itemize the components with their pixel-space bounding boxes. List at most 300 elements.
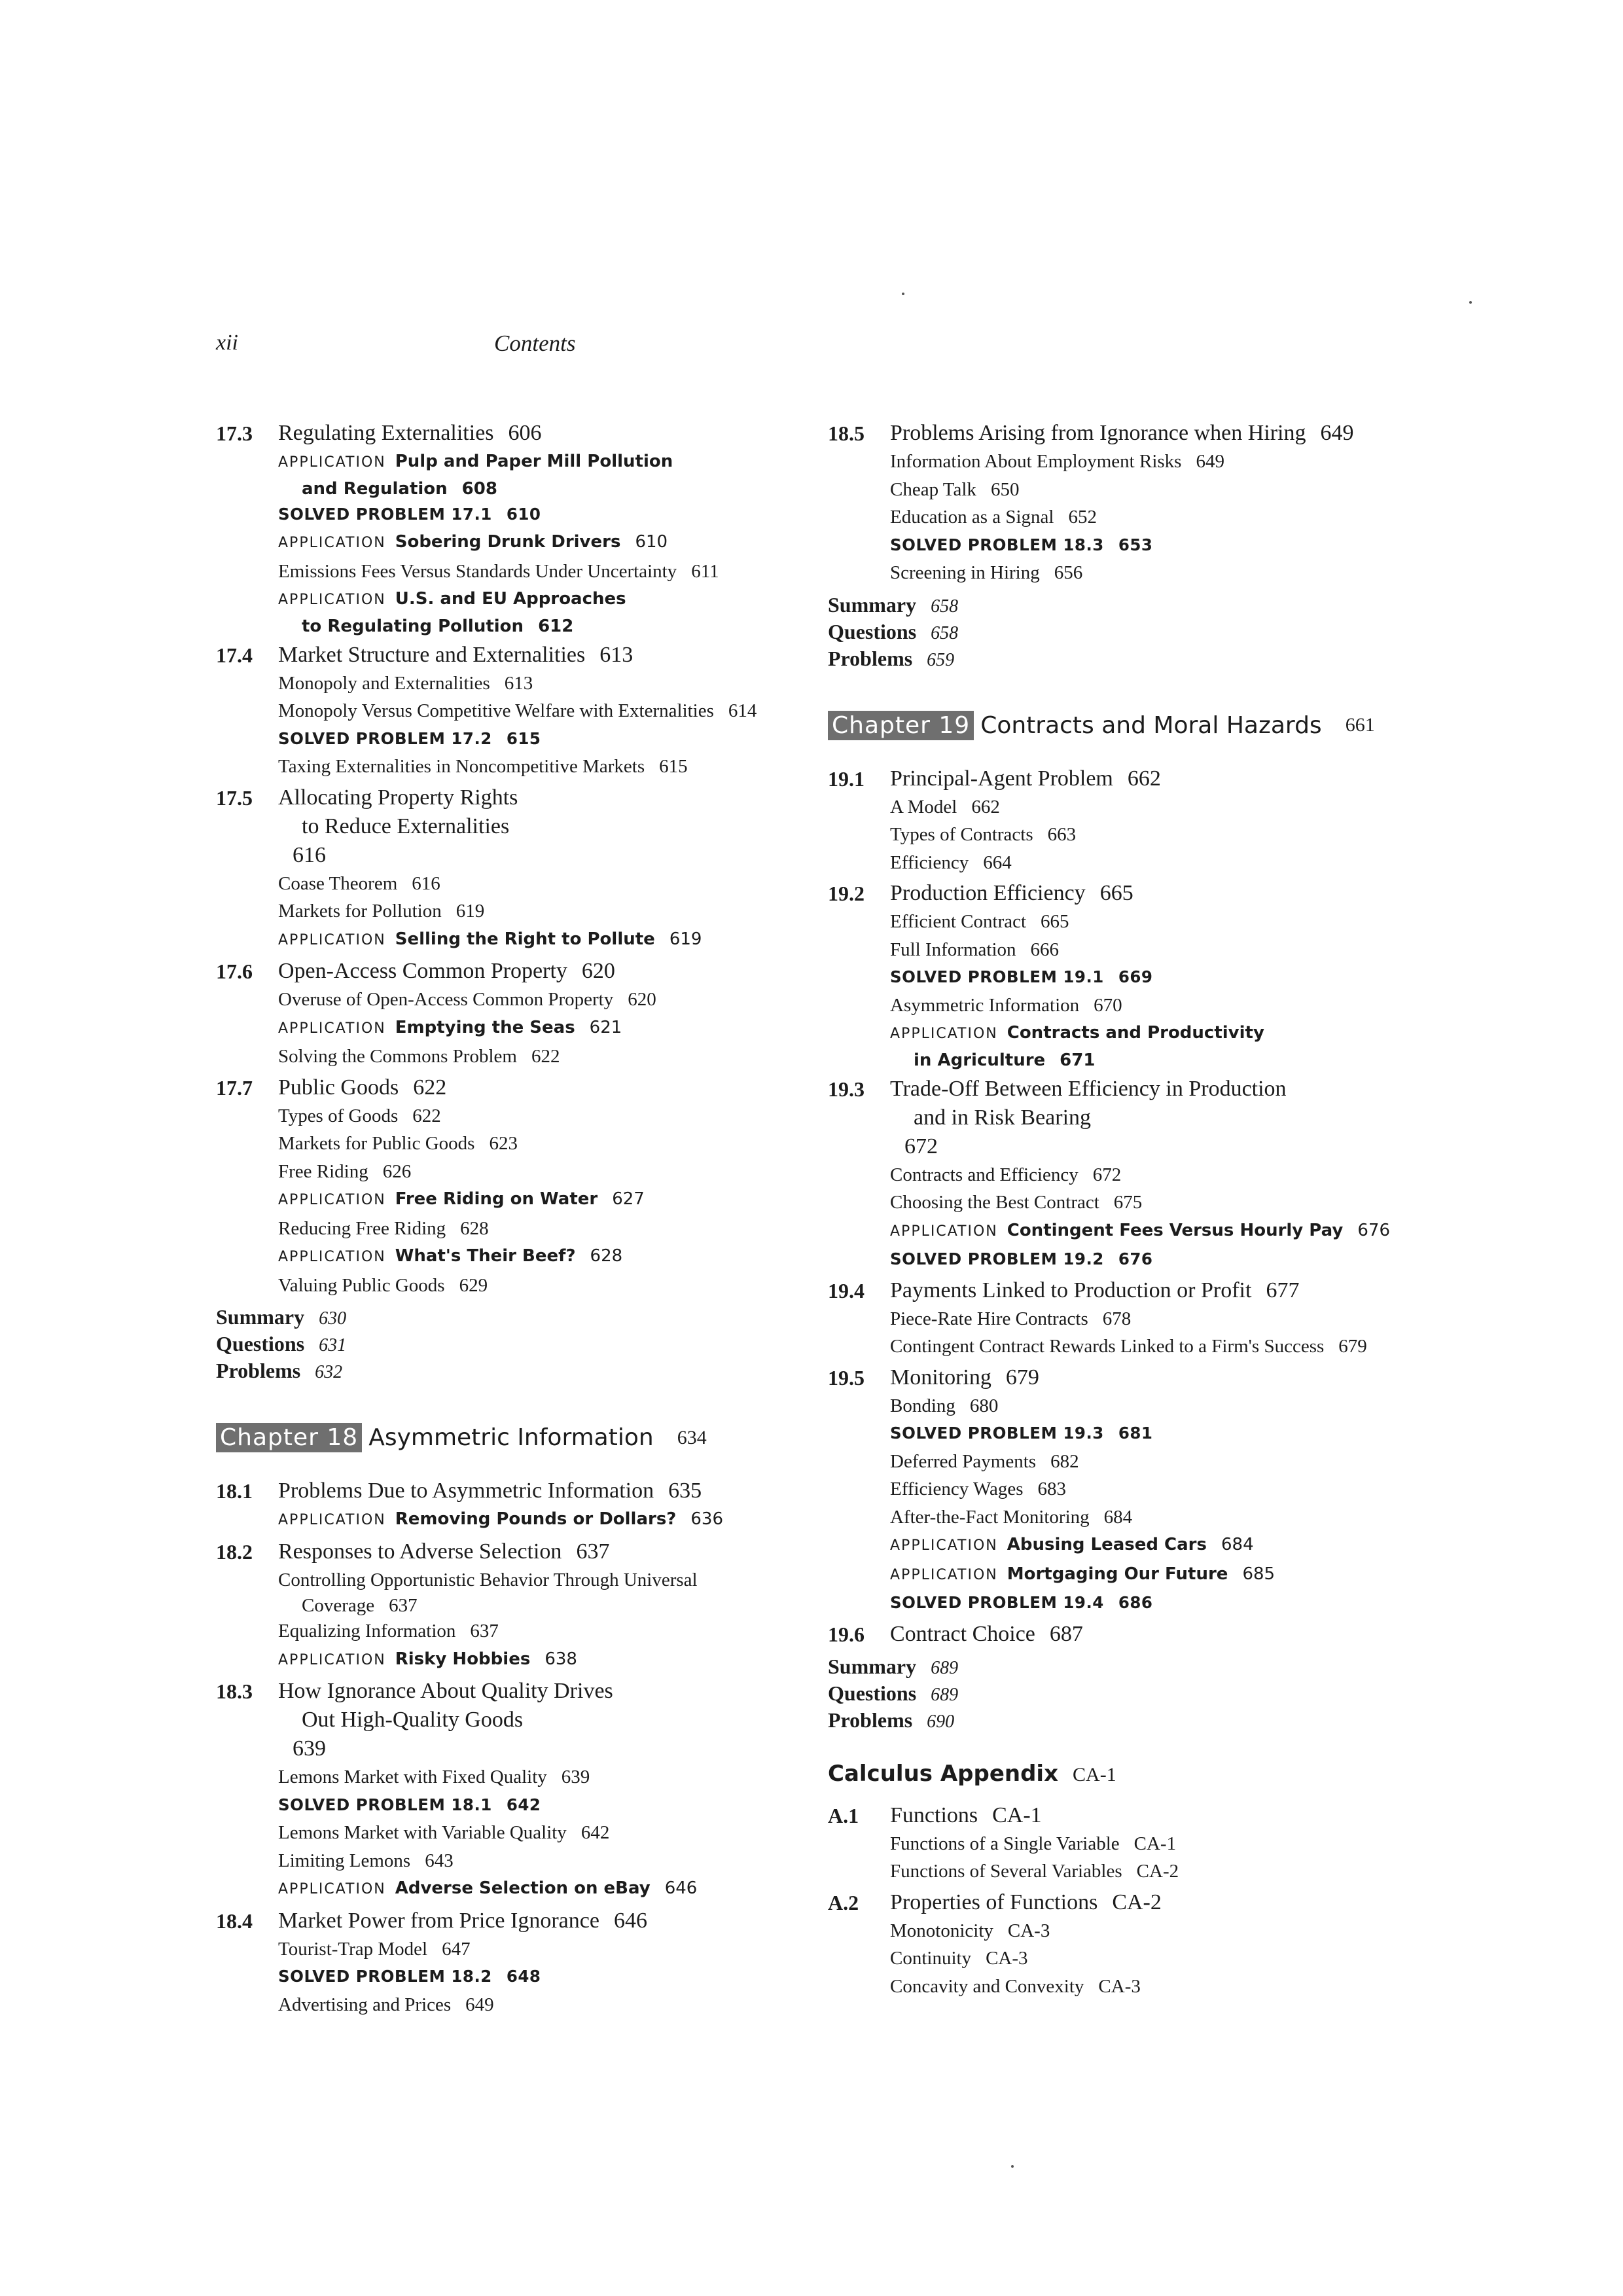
solved-problem-label: SOLVED PROBLEM 17.2: [278, 728, 492, 748]
section-title: [278, 419, 805, 448]
subsection-entry[interactable]: [278, 897, 805, 925]
subsection-title: Lemons Market with Variable Quality: [278, 1822, 567, 1843]
section-heading[interactable]: [828, 879, 1430, 908]
subsection-title: Limiting Lemons: [278, 1850, 411, 1871]
subsection-list: [278, 670, 805, 781]
page-number: 639: [293, 1736, 326, 1761]
section-title-line: How Ignorance About Quality Drives: [278, 1679, 613, 1703]
subsection-entry[interactable]: [890, 908, 1430, 936]
subsection-title: Coase Theorem: [278, 872, 398, 894]
page-number: 687: [1049, 1621, 1083, 1646]
subsection-title: Lemons Market with Fixed Quality: [278, 1767, 547, 1787]
subsection-entry[interactable]: [890, 1333, 1430, 1361]
end-matter-entry[interactable]: [828, 592, 1430, 619]
page-number: 634: [677, 1426, 707, 1448]
end-matter-entry[interactable]: [828, 619, 1430, 646]
application-label: APPLICATION: [278, 931, 386, 948]
chapter-label: Chapter 18: [216, 1423, 362, 1452]
solved-problem-entry[interactable]: [890, 531, 1430, 560]
page-number: 683: [1037, 1479, 1067, 1499]
section-title-line: Allocating Property Rights: [278, 785, 518, 810]
page-number: 620: [628, 989, 656, 1010]
section-title-line: Open-Access Common Property: [278, 959, 567, 983]
subsection-entry[interactable]: [890, 448, 1430, 476]
page-number: 652: [1068, 507, 1097, 528]
subsection-entry[interactable]: [278, 1043, 805, 1071]
subsection-entry[interactable]: [890, 1448, 1430, 1476]
page-number: 622: [413, 1075, 447, 1100]
solved-problem-label: SOLVED PROBLEM 19.1: [890, 967, 1104, 986]
appendix-heading[interactable]: [828, 1761, 1430, 1787]
subsection-entry[interactable]: [278, 1566, 805, 1618]
section-heading[interactable]: [216, 783, 805, 870]
application-entry[interactable]: [278, 528, 805, 558]
subsection-entry[interactable]: [890, 992, 1430, 1020]
page-number: CA-1: [1073, 1763, 1116, 1785]
section-number: A.1: [828, 1803, 859, 1827]
page-number: 616: [293, 842, 326, 867]
subsection-entry[interactable]: [890, 849, 1430, 877]
page-number: 649: [1320, 421, 1354, 445]
subsection-list: [890, 793, 1430, 877]
page-number: 666: [1030, 939, 1060, 960]
page-number: 656: [1054, 562, 1083, 583]
application-title: U.S. and EU Approaches: [395, 589, 626, 609]
subsection-entry[interactable]: [278, 1272, 805, 1300]
page-number: 672: [904, 1134, 938, 1158]
subsection-entry[interactable]: [278, 558, 805, 586]
section-title-line: Trade-Off Between Efficiency in Production: [890, 1076, 1287, 1101]
section-title-line: Responses to Adverse Selection: [278, 1539, 562, 1564]
subsection-entry[interactable]: [890, 1503, 1430, 1532]
subsection-title: Reducing Free Riding: [278, 1217, 446, 1239]
subsection-title: Deferred Payments: [890, 1450, 1037, 1472]
page-number: 665: [1099, 881, 1133, 905]
toc-section: [828, 879, 1430, 1072]
appendix-title: Calculus Appendix: [828, 1760, 1059, 1787]
subsection-title: Education as a Signal: [890, 507, 1054, 528]
application-entry[interactable]: [890, 1531, 1430, 1560]
toc-left-column: [216, 419, 805, 2021]
application-title: Emptying the Seas: [395, 1017, 575, 1037]
subsection-entry[interactable]: [890, 503, 1430, 531]
subsection-list: [278, 986, 805, 1071]
subsection-list: [278, 1935, 805, 2019]
page-number: 669: [1118, 967, 1153, 986]
subsection-title: Efficiency: [890, 852, 969, 873]
section-title-line: Regulating Externalities: [278, 421, 494, 445]
solved-problem-entry[interactable]: [890, 1246, 1430, 1274]
subsection-entry[interactable]: [890, 1830, 1430, 1858]
end-matter-entry[interactable]: [828, 1708, 1430, 1734]
subsection-entry[interactable]: [278, 1158, 805, 1186]
application-title: Adverse Selection on eBay: [395, 1878, 651, 1898]
subsection-list: [890, 1917, 1430, 2001]
section-number: 18.5: [828, 422, 865, 445]
toc-section: [828, 764, 1430, 877]
subsection-entry[interactable]: [890, 936, 1430, 964]
solved-problem-entry[interactable]: [278, 501, 805, 529]
subsection-entry[interactable]: [890, 559, 1430, 587]
page-number: 681: [1118, 1424, 1153, 1443]
page-number: 615: [506, 728, 541, 748]
application-entry[interactable]: [890, 1019, 1430, 1072]
section-heading[interactable]: [828, 1363, 1430, 1392]
page-number: 613: [599, 642, 633, 667]
page-number: 610: [635, 532, 668, 552]
application-label: APPLICATION: [278, 1020, 386, 1037]
section-heading[interactable]: [216, 419, 805, 448]
subsection-entry[interactable]: [890, 1392, 1430, 1420]
subsection-title: Bonding: [890, 1395, 955, 1416]
chapter-end-matter: [828, 1654, 1430, 1734]
subsection-entry[interactable]: [890, 1857, 1430, 1886]
page-number: 612: [538, 616, 574, 636]
subsection-entry[interactable]: [278, 1991, 805, 2019]
section-number: 19.5: [828, 1365, 865, 1390]
page-number: 662: [1127, 766, 1161, 791]
subsection-list: [890, 1305, 1430, 1361]
page-number: 665: [1041, 911, 1069, 932]
solved-problem-entry[interactable]: [278, 725, 805, 753]
section-number: 18.3: [216, 1679, 253, 1703]
end-matter-title: Summary: [828, 592, 917, 617]
subsection-title: Continuity: [890, 1948, 972, 1969]
subsection-title: Emissions Fees Versus Standards Under Uncertainty: [278, 560, 677, 582]
subsection-list: [890, 1830, 1430, 1886]
end-matter-title: Summary: [828, 1654, 917, 1678]
application-label: APPLICATION: [278, 1249, 386, 1265]
section-title-line: Properties of Functions: [890, 1890, 1098, 1914]
subsection-entry[interactable]: [890, 1305, 1430, 1333]
subsection-title: Asymmetric Information: [890, 994, 1080, 1016]
subsection-list: [278, 1505, 805, 1535]
subsection-list: [890, 1392, 1430, 1617]
toc-right-column: [828, 419, 1430, 2003]
section-heading[interactable]: [828, 1888, 1430, 1917]
page-number: 629: [459, 1274, 488, 1296]
section-title: [890, 879, 1430, 908]
solved-problem-entry[interactable]: [278, 1791, 805, 1820]
section-title-line: and in Risk Bearing: [914, 1105, 1092, 1130]
page-number: CA-2: [1136, 1861, 1179, 1882]
solved-problem-label: SOLVED PROBLEM 18.3: [890, 535, 1104, 554]
page-folio: xii: [216, 331, 238, 355]
page-number: CA-3: [1098, 1975, 1141, 1997]
solved-problem-entry[interactable]: [890, 1589, 1430, 1617]
application-title: Contracts and Productivity: [1007, 1023, 1264, 1043]
application-entry[interactable]: [278, 585, 805, 638]
subsection-title: Monopoly and Externalities: [278, 672, 490, 694]
subsection-list: [890, 908, 1430, 1072]
section-title: [278, 1537, 805, 1566]
application-title: What's Their Beef?: [395, 1246, 576, 1266]
section-heading[interactable]: [216, 957, 805, 986]
section-number: 19.2: [828, 882, 865, 905]
section-heading[interactable]: [216, 1677, 805, 1763]
page-number: 638: [544, 1649, 577, 1669]
subsection-title: Valuing Public Goods: [278, 1274, 445, 1296]
page-number: CA-1: [1133, 1833, 1177, 1854]
page-number: 678: [1102, 1308, 1132, 1329]
page-number: 653: [1118, 535, 1153, 554]
section-number: 19.3: [828, 1077, 865, 1101]
toc-section: [216, 1477, 805, 1535]
application-entry[interactable]: [278, 1505, 805, 1535]
subsection-entry[interactable]: [278, 1617, 805, 1645]
subsection-entry[interactable]: [890, 793, 1430, 821]
page-number: 637: [576, 1539, 610, 1564]
end-matter-entry[interactable]: [828, 1681, 1430, 1708]
subsection-title: Functions of Several Variables: [890, 1861, 1122, 1882]
section-title: [278, 1677, 805, 1763]
subsection-entry[interactable]: [278, 1102, 805, 1130]
page-number: 648: [506, 1967, 541, 1986]
end-matter-entry[interactable]: [216, 1304, 805, 1331]
section-title: [278, 1907, 805, 1935]
subsection-entry[interactable]: [890, 1917, 1430, 1945]
subsection-entry[interactable]: [278, 670, 805, 698]
application-title: Pulp and Paper Mill Pollution: [395, 452, 673, 471]
page-number: 690: [927, 1711, 955, 1732]
page-number: 649: [1196, 451, 1224, 472]
section-heading[interactable]: [216, 1073, 805, 1102]
page-number: 647: [442, 1938, 471, 1960]
subsection-entry[interactable]: [278, 1215, 805, 1243]
page-number: 663: [1047, 824, 1077, 845]
section-heading[interactable]: [828, 419, 1430, 448]
toc-section: [828, 1888, 1430, 2001]
subsection-list: [278, 1566, 805, 1675]
section-title-line: Principal-Agent Problem: [890, 766, 1113, 791]
application-entry[interactable]: [278, 1185, 805, 1215]
subsection-title: Coverage 637: [302, 1595, 418, 1616]
subsection-entry[interactable]: [890, 1945, 1430, 1973]
subsection-title: Efficiency Wages: [890, 1479, 1024, 1499]
subsection-entry[interactable]: [278, 1847, 805, 1875]
page-number: 632: [315, 1362, 343, 1382]
subsection-entry[interactable]: [278, 1130, 805, 1158]
section-title-line: Production Efficiency: [890, 881, 1086, 905]
subsection-list: [278, 870, 805, 955]
page-number: 619: [669, 929, 702, 949]
application-title: Selling the Right to Pollute: [395, 929, 655, 949]
section-number: 19.4: [828, 1278, 865, 1302]
page-number: 658: [931, 622, 959, 643]
toc-section: [828, 1363, 1430, 1617]
section-heading[interactable]: [828, 1801, 1430, 1830]
solved-problem-label: SOLVED PROBLEM 19.2: [890, 1249, 1104, 1268]
solved-problem-label: SOLVED PROBLEM 18.1: [278, 1795, 492, 1814]
toc-section: [216, 641, 805, 781]
page-number: 659: [927, 649, 955, 670]
subsection-title: Solving the Commons Problem: [278, 1046, 517, 1067]
section-heading[interactable]: [216, 1537, 805, 1566]
page-number: 623: [489, 1133, 518, 1154]
subsection-entry[interactable]: [278, 870, 805, 898]
subsection-entry[interactable]: [278, 697, 805, 725]
section-number: 17.5: [216, 785, 253, 810]
subsection-list: [278, 1763, 805, 1904]
subsection-entry[interactable]: [278, 1763, 805, 1791]
section-title: [890, 1276, 1430, 1305]
section-number: 17.6: [216, 960, 253, 983]
page-number: 671: [1060, 1050, 1096, 1070]
subsection-list: [278, 448, 805, 638]
page-number: 610: [506, 504, 541, 524]
page-number: 677: [1266, 1278, 1300, 1302]
running-head: [216, 331, 805, 363]
application-label: APPLICATION: [890, 1223, 998, 1240]
solved-problem-label: SOLVED PROBLEM 19.4: [890, 1593, 1104, 1612]
page-number: 650: [990, 478, 1020, 500]
chapter-label: Chapter 19: [828, 711, 974, 740]
section-title: [890, 419, 1430, 448]
solved-problem-entry[interactable]: [278, 1963, 805, 1991]
end-matter-title: Problems: [828, 1708, 913, 1732]
subsection-title: Cheap Talk: [890, 478, 976, 500]
application-entry[interactable]: [278, 1645, 805, 1675]
subsection-entry[interactable]: [890, 476, 1430, 504]
end-matter-entry[interactable]: [828, 646, 1430, 673]
solved-problem-entry[interactable]: [890, 1420, 1430, 1448]
section-title-line: Functions: [890, 1803, 978, 1827]
page-number: 626: [382, 1160, 412, 1182]
solved-problem-entry[interactable]: [890, 963, 1430, 992]
application-title: Contingent Fees Versus Hourly Pay: [1007, 1220, 1344, 1240]
page-number: 639: [561, 1767, 590, 1787]
toc-section: [216, 783, 805, 955]
page-number: 621: [589, 1017, 622, 1037]
page-number: 619: [455, 901, 485, 922]
subsection-title: Types of Goods: [278, 1105, 399, 1126]
section-heading[interactable]: [216, 1907, 805, 1935]
section-title: [890, 1801, 1430, 1830]
subsection-title: Functions of a Single Variable: [890, 1833, 1120, 1854]
toc-section: [216, 1537, 805, 1675]
application-label: APPLICATION: [278, 1512, 386, 1528]
subsection-entry[interactable]: [890, 1189, 1430, 1217]
application-entry[interactable]: [278, 448, 805, 501]
page-number: 675: [1113, 1192, 1143, 1213]
section-number: A.2: [828, 1890, 859, 1914]
application-title: to Regulating Pollution 612: [302, 616, 574, 636]
section-title-line: Problems Due to Asymmetric Information: [278, 1479, 654, 1503]
toc-section: [828, 419, 1430, 587]
chapter-heading[interactable]: [828, 711, 1430, 750]
subsection-entry[interactable]: [890, 1161, 1430, 1189]
page-number: 649: [465, 1994, 494, 2015]
page-number: 682: [1050, 1450, 1079, 1472]
subsection-entry[interactable]: [278, 1935, 805, 1964]
page-number: 614: [728, 700, 757, 721]
page-number: CA-3: [986, 1948, 1028, 1969]
subsection-entry[interactable]: [278, 753, 805, 781]
application-entry[interactable]: [278, 925, 805, 955]
page-number: 622: [531, 1046, 560, 1067]
page-number: 661: [1345, 714, 1375, 736]
end-matter-title: Problems: [216, 1359, 301, 1382]
application-title: Free Riding on Water: [395, 1189, 598, 1209]
subsection-entry[interactable]: [890, 1475, 1430, 1503]
chapter-end-matter: [828, 592, 1430, 673]
section-title-line: Problems Arising from Ignorance when Hiring: [890, 421, 1306, 445]
application-entry[interactable]: [278, 1242, 805, 1272]
section-heading[interactable]: [216, 1477, 805, 1505]
section-heading[interactable]: [828, 764, 1430, 793]
application-entry[interactable]: [890, 1560, 1430, 1590]
application-entry[interactable]: [278, 1014, 805, 1043]
subsection-title: Concavity and Convexity: [890, 1975, 1084, 1997]
section-title: [890, 764, 1430, 793]
toc-section: [216, 957, 805, 1071]
application-label: APPLICATION: [890, 1566, 998, 1583]
section-number: 17.7: [216, 1075, 253, 1100]
subsection-title: Contracts and Efficiency: [890, 1164, 1079, 1185]
subsection-entry[interactable]: [278, 1819, 805, 1847]
application-title: Risky Hobbies: [395, 1649, 531, 1669]
subsection-title: Monopoly Versus Competitive Welfare with Externalities: [278, 700, 714, 721]
subsection-title: Full Information: [890, 939, 1016, 960]
subsection-title: Free Riding: [278, 1160, 368, 1182]
section-title-line: Monitoring: [890, 1365, 991, 1390]
section-title: [278, 1073, 805, 1102]
application-label: APPLICATION: [278, 454, 386, 471]
page-number: 627: [612, 1189, 645, 1209]
section-title-line: Public Goods: [278, 1075, 399, 1100]
section-title: [278, 957, 805, 986]
page-number: 676: [1357, 1220, 1391, 1240]
section-heading[interactable]: [828, 1075, 1430, 1161]
end-matter-title: Questions: [828, 1681, 917, 1705]
page-number: 616: [412, 872, 440, 894]
application-label: APPLICATION: [278, 1192, 386, 1208]
subsection-entry[interactable]: [890, 821, 1430, 849]
chapter-end-matter: [216, 1304, 805, 1385]
application-title: Mortgaging Our Future: [1007, 1564, 1228, 1584]
end-matter-title: Questions: [216, 1332, 305, 1355]
subsection-title: Advertising and Prices: [278, 1994, 452, 2015]
page-number: CA-2: [1112, 1890, 1162, 1914]
section-number: 19.1: [828, 766, 865, 791]
section-heading[interactable]: [828, 1276, 1430, 1305]
end-matter-entry[interactable]: [216, 1331, 805, 1358]
section-heading[interactable]: [216, 641, 805, 670]
application-entry[interactable]: [278, 1874, 805, 1904]
page-number: 615: [659, 756, 688, 777]
toc-section: [828, 1801, 1430, 1886]
subsection-entry[interactable]: [890, 1973, 1430, 2001]
end-matter-entry[interactable]: [216, 1358, 805, 1385]
subsection-title: Screening in Hiring: [890, 562, 1040, 583]
subsection-title: Information About Employment Risks: [890, 451, 1182, 472]
subsection-entry[interactable]: [278, 986, 805, 1014]
section-heading[interactable]: [828, 1620, 1430, 1649]
application-entry[interactable]: [890, 1217, 1430, 1246]
page-number: 637: [389, 1595, 418, 1616]
end-matter-entry[interactable]: [828, 1654, 1430, 1681]
solved-problem-label: SOLVED PROBLEM 18.2: [278, 1967, 492, 1986]
section-title: [890, 1363, 1430, 1392]
page-number: 630: [319, 1308, 347, 1329]
toc-section: [828, 1620, 1430, 1649]
subsection-list: [890, 1161, 1430, 1274]
page-number: 670: [1094, 994, 1122, 1016]
page-number: 606: [508, 421, 542, 445]
chapter-heading[interactable]: [216, 1423, 805, 1462]
subsection-title: Types of Contracts: [890, 824, 1033, 845]
page-number: 611: [691, 560, 719, 582]
